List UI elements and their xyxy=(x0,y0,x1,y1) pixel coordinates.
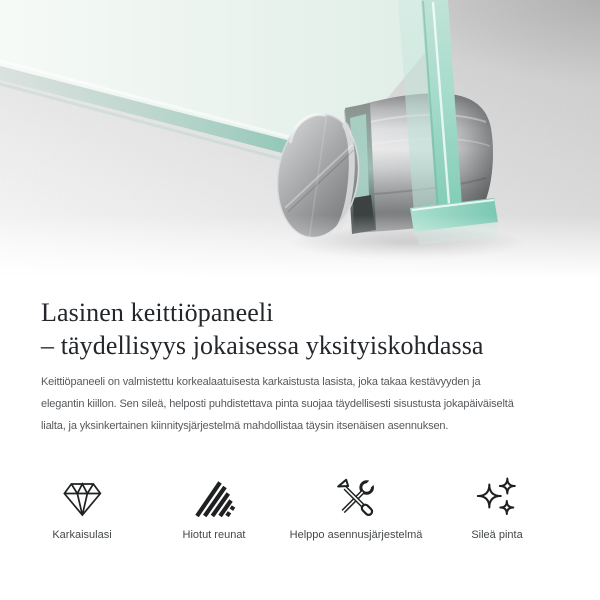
feature-label: Sileä pinta xyxy=(471,529,523,541)
page-title-line1: Lasinen keittiöpaneeli xyxy=(41,298,274,327)
feature-label: Helppo asennusjärjestelmä xyxy=(289,529,423,541)
feature-easy-mounting xyxy=(290,477,423,541)
diamond-icon xyxy=(60,477,104,521)
feature-smooth-surface xyxy=(471,477,522,541)
feature-label: Karkaisulasi xyxy=(52,529,112,541)
photo-fade xyxy=(0,215,600,278)
page-title xyxy=(41,296,484,362)
hero-photo xyxy=(0,0,600,278)
page-title-line2: – täydellisyys jokaisessa yksityiskohdassa xyxy=(41,331,484,360)
body-text xyxy=(41,371,514,437)
body-text-line2: elegantin kiillon. Sen sileä, helposti puhdistettava pinta suojaa täydellisesti sisustusta jokapäiväiseltä xyxy=(41,398,514,410)
wrench-screwdriver-icon xyxy=(334,477,378,521)
body-text-line1: Keittiöpaneeli on valmistettu korkealaatuisesta karkaistusta lasista, joka takaa kestävyyden ja xyxy=(41,376,481,388)
polished-edges-icon xyxy=(192,477,236,521)
feature-tempered-glass xyxy=(52,477,111,541)
sparkles-icon xyxy=(475,477,519,521)
feature-label: Hiotut reunat xyxy=(182,529,246,541)
body-text-line3: lialta, ja yksinkertainen kiinnitysjärjestelmä mahdollistaa täysin itsenäisen asennuksen. xyxy=(41,420,449,432)
feature-polished-edges xyxy=(183,477,246,541)
